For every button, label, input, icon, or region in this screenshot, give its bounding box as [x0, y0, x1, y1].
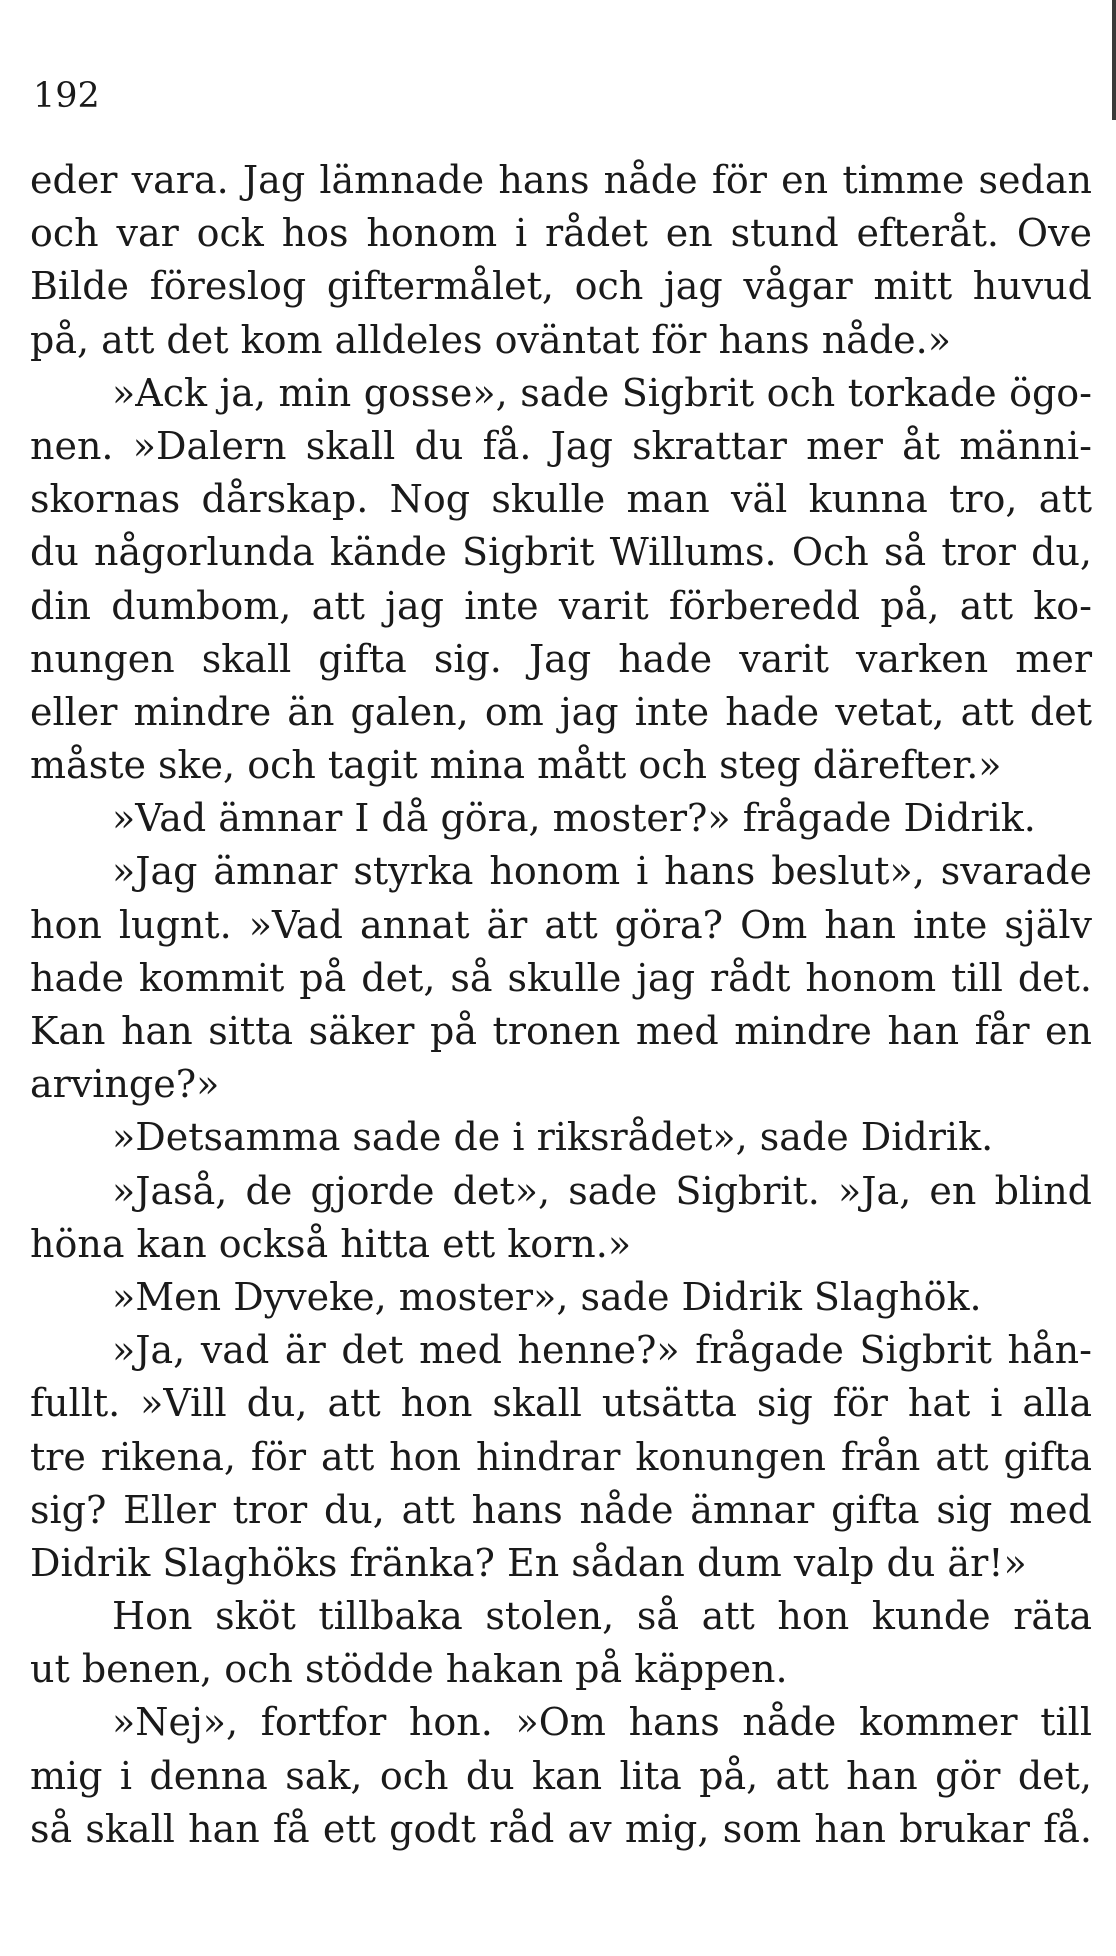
paragraph — [30, 1271, 1092, 1324]
page-number: 192 — [33, 76, 100, 116]
text-line: Kan han sitta säker på tronen med mindre han får en — [30, 1009, 1092, 1053]
text-line: Didrik Slaghöks fränka? En sådan dum valp du är!» — [30, 1540, 1027, 1585]
text-line: fullt. »Vill du, att hon skall utsätta sig för hat i alla — [30, 1381, 1092, 1426]
text-line: »Ack ja, min gosse», sade Sigbrit och torkade ögo- — [112, 370, 1092, 415]
text-line: på, att det kom alldeles oväntat för hans nåde.» — [30, 317, 951, 362]
paragraph — [30, 845, 1092, 1111]
paragraph — [30, 1696, 1092, 1856]
text-line: arvinge?» — [30, 1062, 220, 1107]
paragraph — [30, 154, 1092, 367]
text-line: »Jag ämnar styrka honom i hans beslut», svarade — [112, 849, 1092, 894]
text-line: sig? Eller tror du, att hans nåde ämnar gifta sig med — [30, 1487, 1092, 1532]
page-edge-mark — [1112, 0, 1116, 120]
text-line: måste ske, och tagit mina mått och steg därefter.» — [30, 743, 1002, 788]
text-line: nen. »Dalern skall du få. Jag skrattar mer åt männi- — [30, 423, 1092, 468]
body-text — [30, 154, 1092, 1856]
text-line: mig i denna sak, och du kan lita på, att han gör det, — [30, 1753, 1092, 1798]
text-line: eder vara. Jag lämnade hans nåde för en timme sedan — [30, 158, 1092, 202]
text-line: Hon sköt tillbaka stolen, så att hon kunde räta — [112, 1594, 1092, 1639]
text-line: skornas dårskap. Nog skulle man väl kunna tro, att — [30, 477, 1092, 522]
text-line: hon lugnt. »Vad annat är att göra? Om han inte själv — [30, 902, 1092, 947]
text-line: eller mindre än galen, om jag inte hade vetat, att det — [30, 689, 1092, 734]
text-line: så skall han få ett godt råd av mig, som han brukar få. — [30, 1806, 1092, 1851]
paragraph — [30, 367, 1092, 793]
text-line: »Jaså, de gjorde det», sade Sigbrit. »Ja, en blind — [112, 1168, 1092, 1213]
paragraph — [30, 1165, 1092, 1271]
text-line: ut benen, och stödde hakan på käppen. — [30, 1647, 788, 1692]
text-line: nungen skall gifta sig. Jag hade varit varken mer — [30, 636, 1092, 681]
text-line: »Vad ämnar I då göra, moster?» frågade Didrik. — [112, 796, 1036, 841]
paragraph — [30, 1111, 1092, 1164]
paragraph — [30, 1590, 1092, 1696]
text-line: höna kan också hitta ett korn.» — [30, 1221, 632, 1266]
text-line: tre rikena, för att hon hindrar konungen från att gifta — [30, 1434, 1092, 1479]
paragraph — [30, 792, 1092, 845]
text-line: Bilde föreslog giftermålet, och jag vågar mitt huvud — [30, 264, 1092, 309]
text-line: »Detsamma sade de i riksrådet», sade Didrik. — [112, 1115, 994, 1160]
text-line: du någorlunda kände Sigbrit Willums. Och så tror du, — [30, 530, 1092, 575]
text-line: »Ja, vad är det med henne?» frågade Sigbrit hån- — [112, 1328, 1092, 1373]
text-line: »Nej», fortfor hon. »Om hans nåde kommer till — [112, 1700, 1092, 1745]
text-line: »Men Dyveke, moster», sade Didrik Slaghök. — [112, 1274, 982, 1319]
text-line: hade kommit på det, så skulle jag rådt honom till det. — [30, 955, 1092, 1000]
text-line: och var ock hos honom i rådet en stund efteråt. Ove — [30, 211, 1092, 256]
text-line: din dumbom, att jag inte varit förberedd på, att ko- — [30, 583, 1092, 628]
paragraph — [30, 1324, 1092, 1590]
